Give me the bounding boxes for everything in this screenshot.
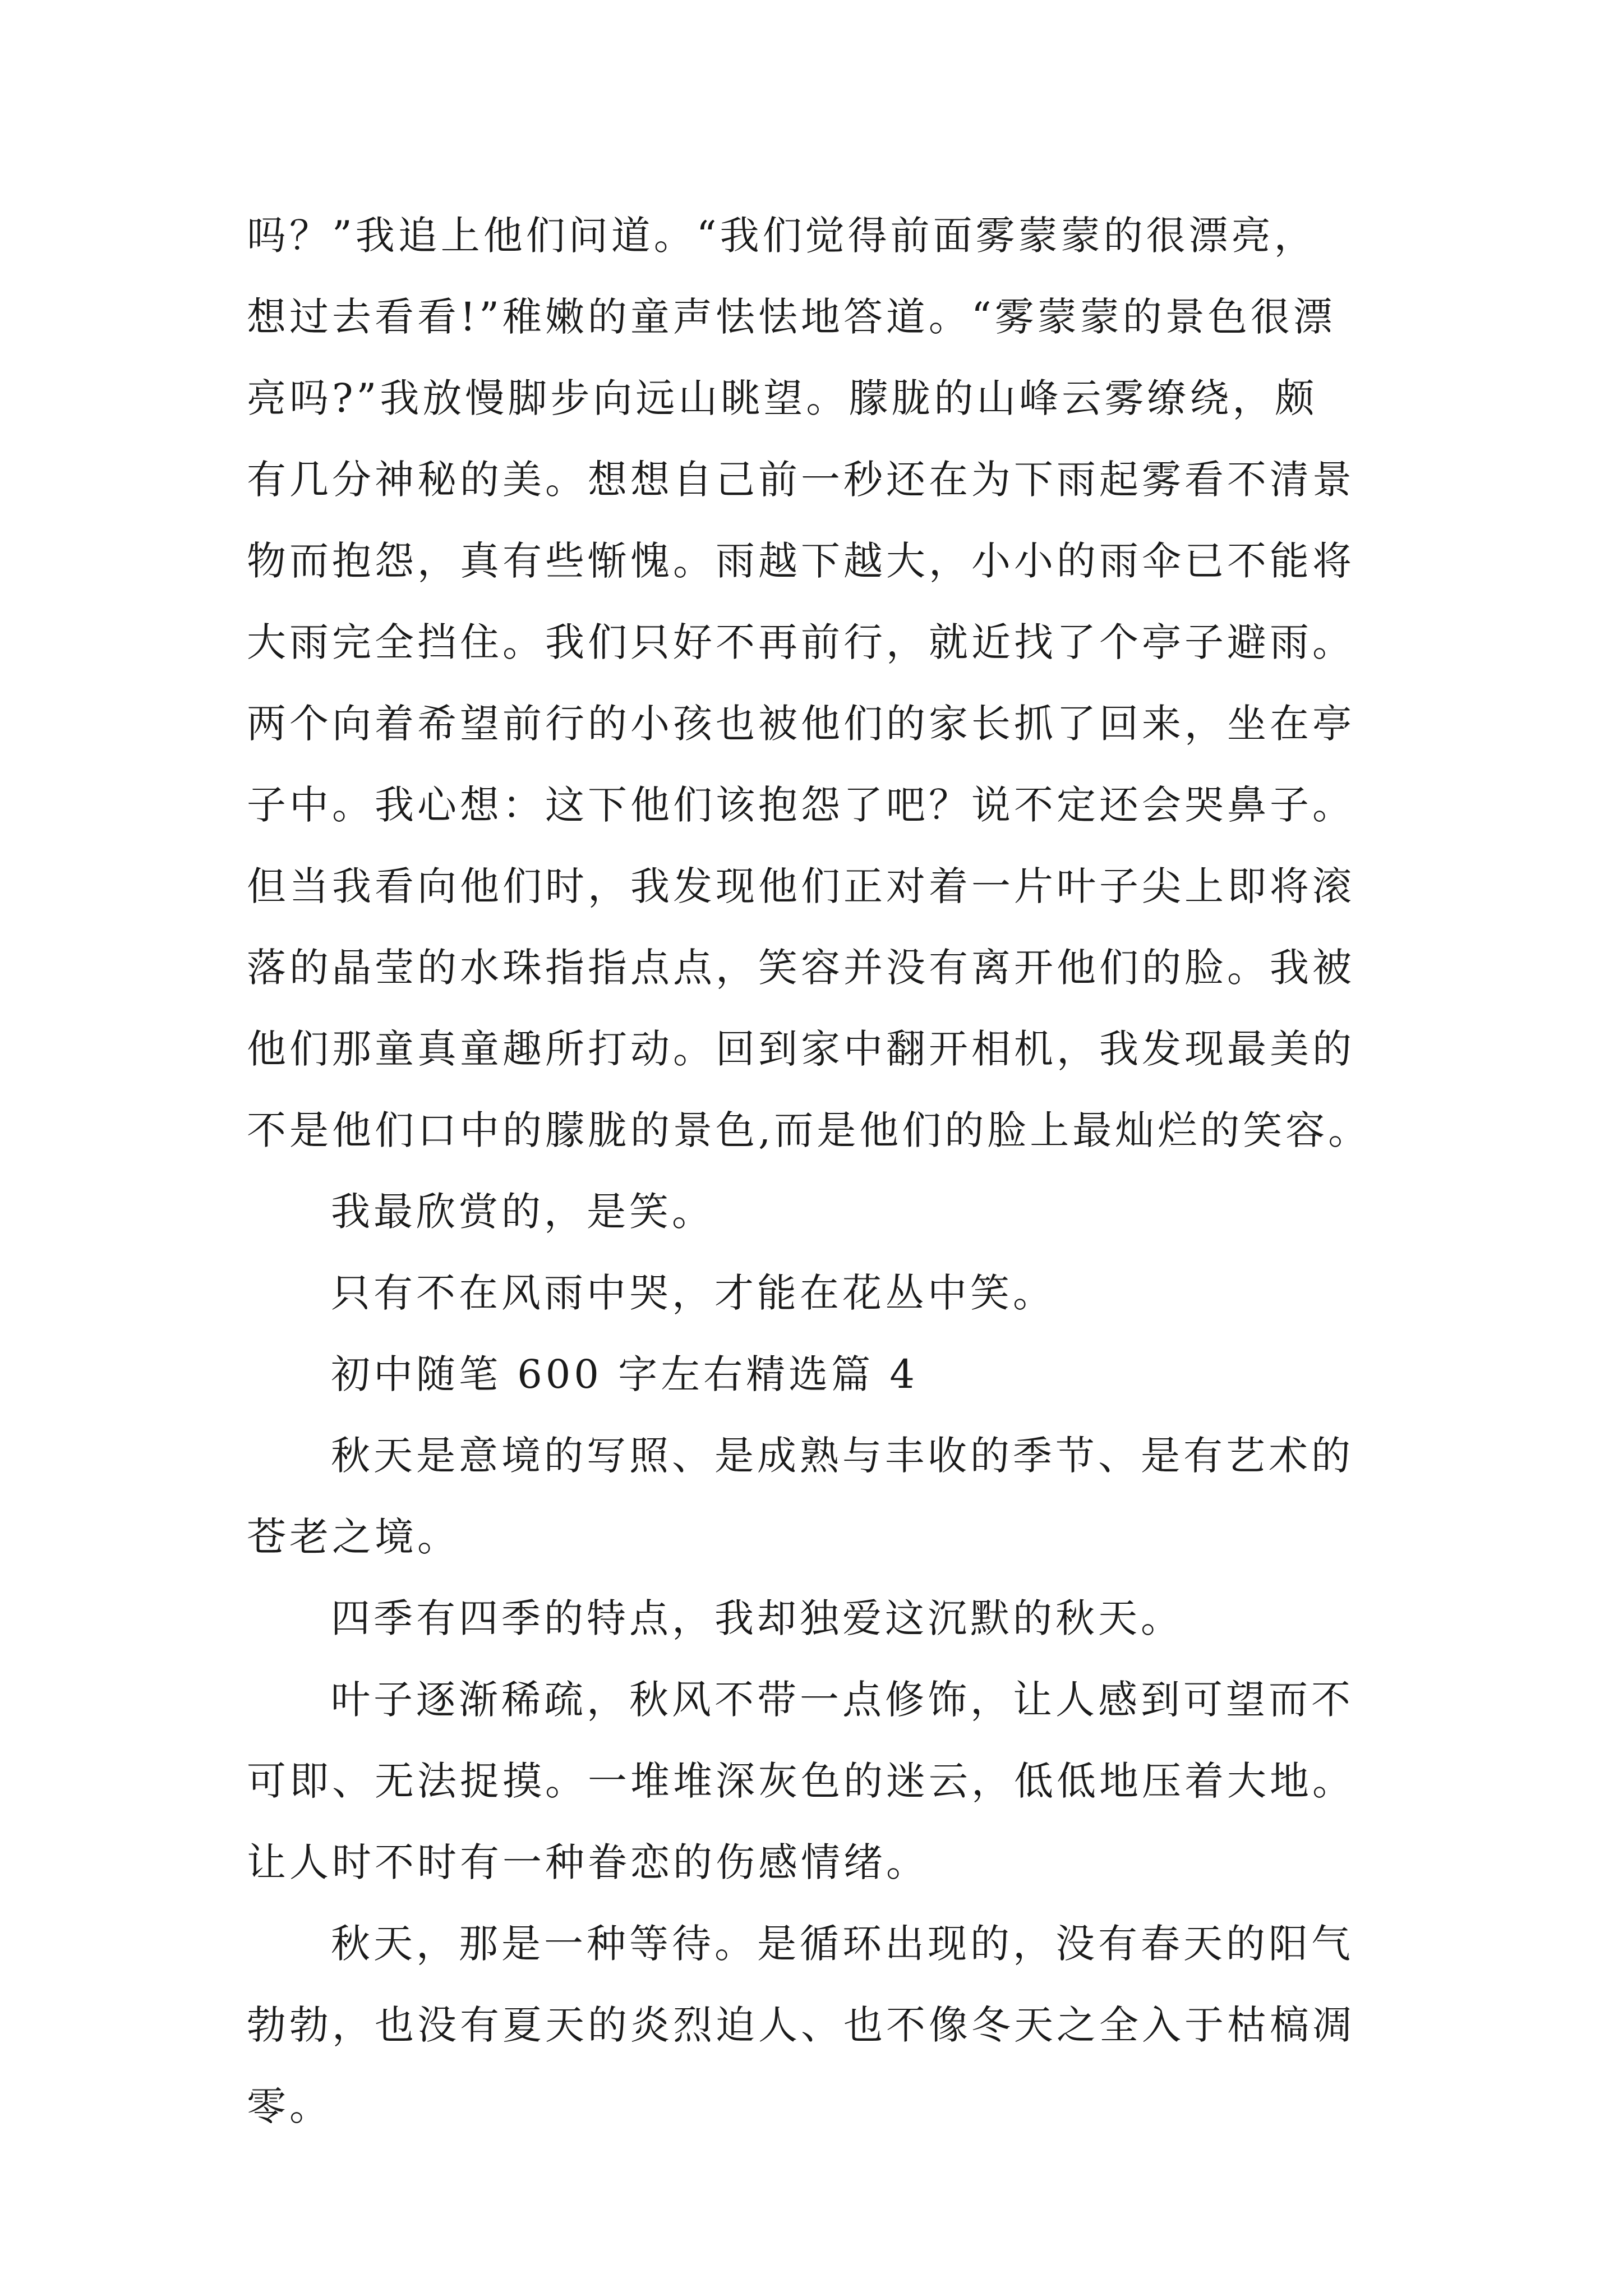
body-text [247, 195, 1385, 2147]
text-line: 叶子逐渐稀疏，秋风不带一点修饰，让人感到可望而不 [331, 1677, 1354, 1723]
text-line: 他们那童真童趣所打动。回到家中翻开相机，我发现最美的 [247, 1026, 1355, 1072]
text-line: 初中随笔 600 字左右精选篇 4 [331, 1351, 918, 1397]
text-line: 想过去看看!”稚嫩的童声怯怯地答道。“雾蒙蒙的景色很漂 [247, 294, 1336, 340]
text-line: 两个向着希望前行的小孩也被他们的家长抓了回来，坐在亭 [247, 701, 1355, 747]
text-line: 物而抱怨，真有些惭愧。雨越下越大，小小的雨伞已不能将 [247, 538, 1355, 584]
text-line: 吗？”我追上他们问道。“我们觉得前面雾蒙蒙的很漂亮， [247, 213, 1317, 259]
text-line: 苍老之境。 [247, 1514, 460, 1560]
text-line: 勃勃，也没有夏天的炎烈迫人、也不像冬天之全入于枯槁凋 [247, 2002, 1355, 2048]
text-line: 亮吗?”我放慢脚步向远山眺望。朦胧的山峰云雾缭绕，颇 [247, 375, 1318, 421]
text-line: 子中。我心想：这下他们该抱怨了吧？说不定还会哭鼻子。 [247, 782, 1355, 828]
text-line: 秋天是意境的写照、是成熟与丰收的季节、是有艺术的 [331, 1433, 1354, 1479]
text-line: 但当我看向他们时，我发现他们正对着一片叶子尖上即将滚 [247, 863, 1355, 909]
text-line: 只有不在风雨中哭，才能在花丛中笑。 [331, 1270, 1055, 1316]
text-line: 零。 [247, 2083, 332, 2129]
text-line: 可即、无法捉摸。一堆堆深灰色的迷云，低低地压着大地。 [247, 1758, 1355, 1804]
text-line: 落的晶莹的水珠指指点点，笑容并没有离开他们的脸。我被 [247, 945, 1355, 991]
text-line: 秋天，那是一种等待。是循环出现的，没有春天的阳气 [331, 1921, 1354, 1967]
text-line: 有几分神秘的美。想想自己前一秒还在为下雨起雾看不清景 [247, 457, 1355, 503]
text-line: 大雨完全挡住。我们只好不再前行，就近找了个亭子避雨。 [247, 619, 1355, 665]
text-line: 不是他们口中的朦胧的景色,而是他们的脸上最灿烂的笑容。 [247, 1107, 1371, 1153]
text-line: 我最欣赏的，是笑。 [331, 1189, 714, 1235]
text-line: 让人时不时有一种眷恋的伤感情绪。 [247, 1839, 929, 1885]
text-line: 四季有四季的特点，我却独爱这沉默的秋天。 [331, 1595, 1183, 1641]
